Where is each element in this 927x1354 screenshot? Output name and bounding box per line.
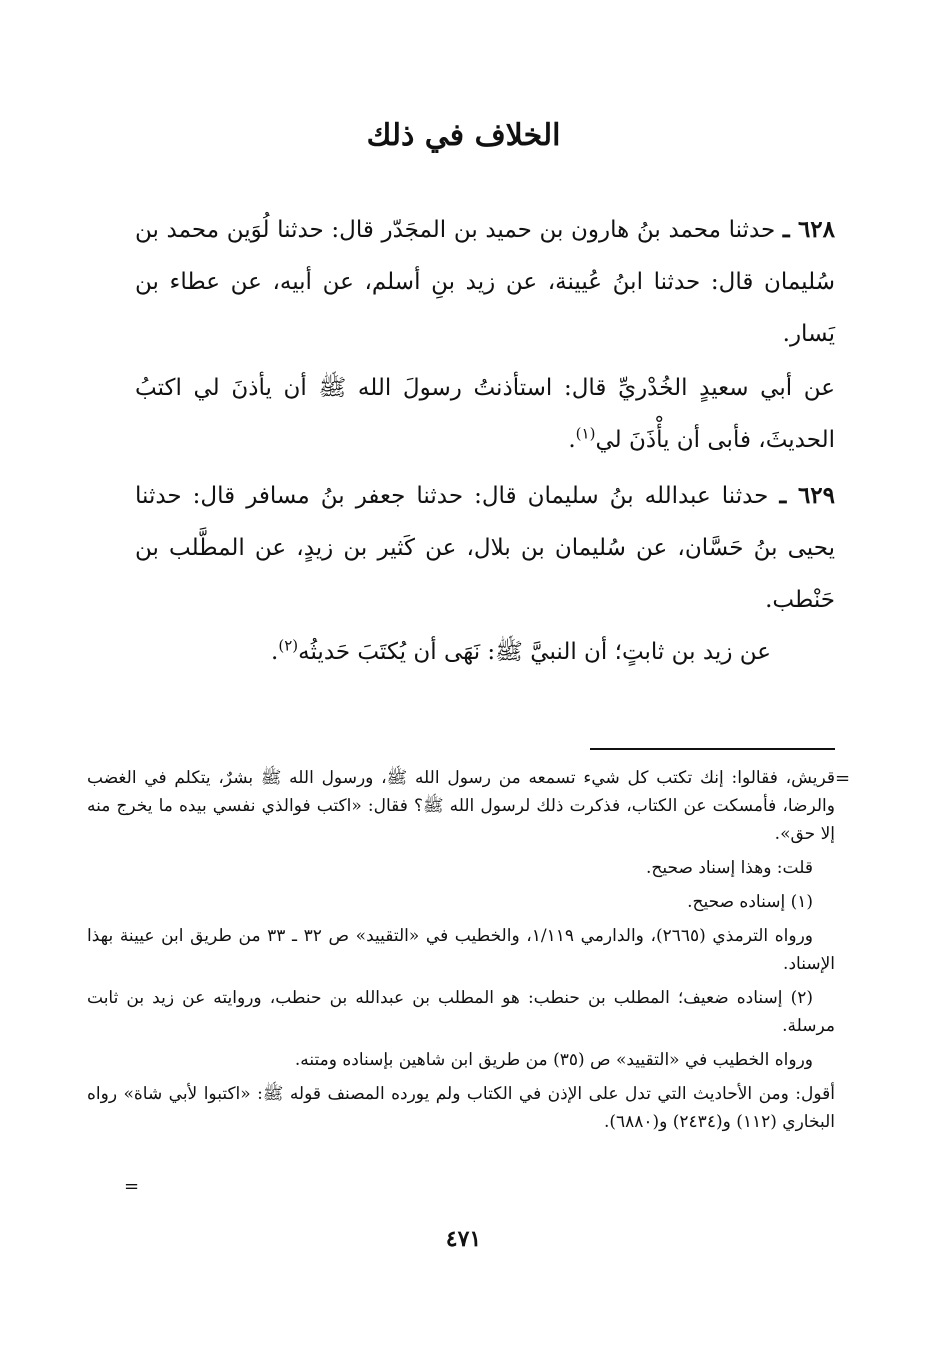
end-mark: = [124,1176,140,1197]
matn-end: . [568,427,576,453]
footnote-continuation-note: قلت: وهذا إسناد صحيح. [646,858,813,878]
footnote-2 [87,984,835,1040]
footnote-2-text: إسناده ضعيف؛ المطلب بن حنطب: هو المطلب بن عبدالله بن حنطب، وروايته عن زيد بن ثابت مرسلة. [87,988,835,1036]
hadith-number: ٦٢٩ ـ [779,482,835,509]
page-number: ٤٧١ [445,1226,482,1252]
footnote-2-label: (٢) [790,988,813,1008]
footnote-ref: (١) [575,424,596,443]
continuation-mark: = [835,768,851,789]
hadith-number: ٦٢٨ ـ [782,216,835,243]
footnotes [87,764,835,1142]
footnote-2-comment: أقول: ومن الأحاديث التي تدل على الإذن في الكتاب ولم يورده المصنف قوله ﷺ: «اكتبوا لأبي شاة» رواه البخاري (١١٢) و(٢٤٣٤) و(٦٨٨٠). [87,1084,835,1132]
isnad-text: حدثنا عبدالله بنُ سليمان قال: حدثنا جعفر بنُ مسافر قال: حدثنا يحيى بنُ حَسَّان، عن سُليمان بن بلال، عن كَثير بن زيدٍ، عن المطَّلب بن حَنْطب. [135,483,835,613]
footnote-1-label: (١) [790,892,813,912]
matn-end: . [271,639,279,665]
matn-text: عن أبي سعيدٍ الخُدْريِّ قال: استأذنتُ رسولَ الله ﷺ أن يأذنَ لي اكتبُ الحديثَ، فأبى أن يأْذَنَ لي [135,375,835,453]
hadith-628-matn [135,362,835,466]
footnote-continuation: قريش، فقالوا: إنك تكتب كل شيء تسمعه من رسول الله ﷺ، ورسول الله ﷺ بشرٌ، يتكلم في الغضب والرضا، فأمسكت عن الكتاب، فذكرت ذلك لرسول الله ﷺ؟ فقال: «اكتب فوالذي نفسي بيده ما يخرج منه إلا حق». [87,768,835,844]
footnote-1 [87,888,835,916]
hadith-629-isnad [135,470,835,626]
hadith-629-matn [135,626,835,678]
isnad-text: حدثنا محمد بنُ هارون بن حميد بن المجَدّر قال: حدثنا لُوَين محمد بن سُليمان قال: حدثنا ابنُ عُيينة، عن زيد بنِ أسلم، عن أبيه، عن عطاء بن يَسار. [135,217,835,347]
footnote-1-takhrij: ورواه الترمذي (٢٦٦٥)، والدارمي ١/١١٩، والخطيب في «التقييد» ص ٣٢ ـ ٣٣ من طريق ابن عيينة بهذا الإسناد. [87,926,835,974]
chapter-title: الخلاف في ذلك [366,118,561,153]
matn-text: عن زيد بن ثابتٍ؛ أن النبيَّ ﷺ: نَهَى أن يُكتَبَ حَديثُه [298,639,771,665]
footnote-2-takhrij: ورواه الخطيب في «التقييد» ص (٣٥) من طريق ابن شاهين بإسناده ومتنه. [294,1050,813,1070]
hadith-628-isnad [135,204,835,360]
footnote-1-text: إسناده صحيح. [687,892,786,912]
footnote-separator [590,748,835,750]
footnote-ref: (٢) [278,636,299,655]
